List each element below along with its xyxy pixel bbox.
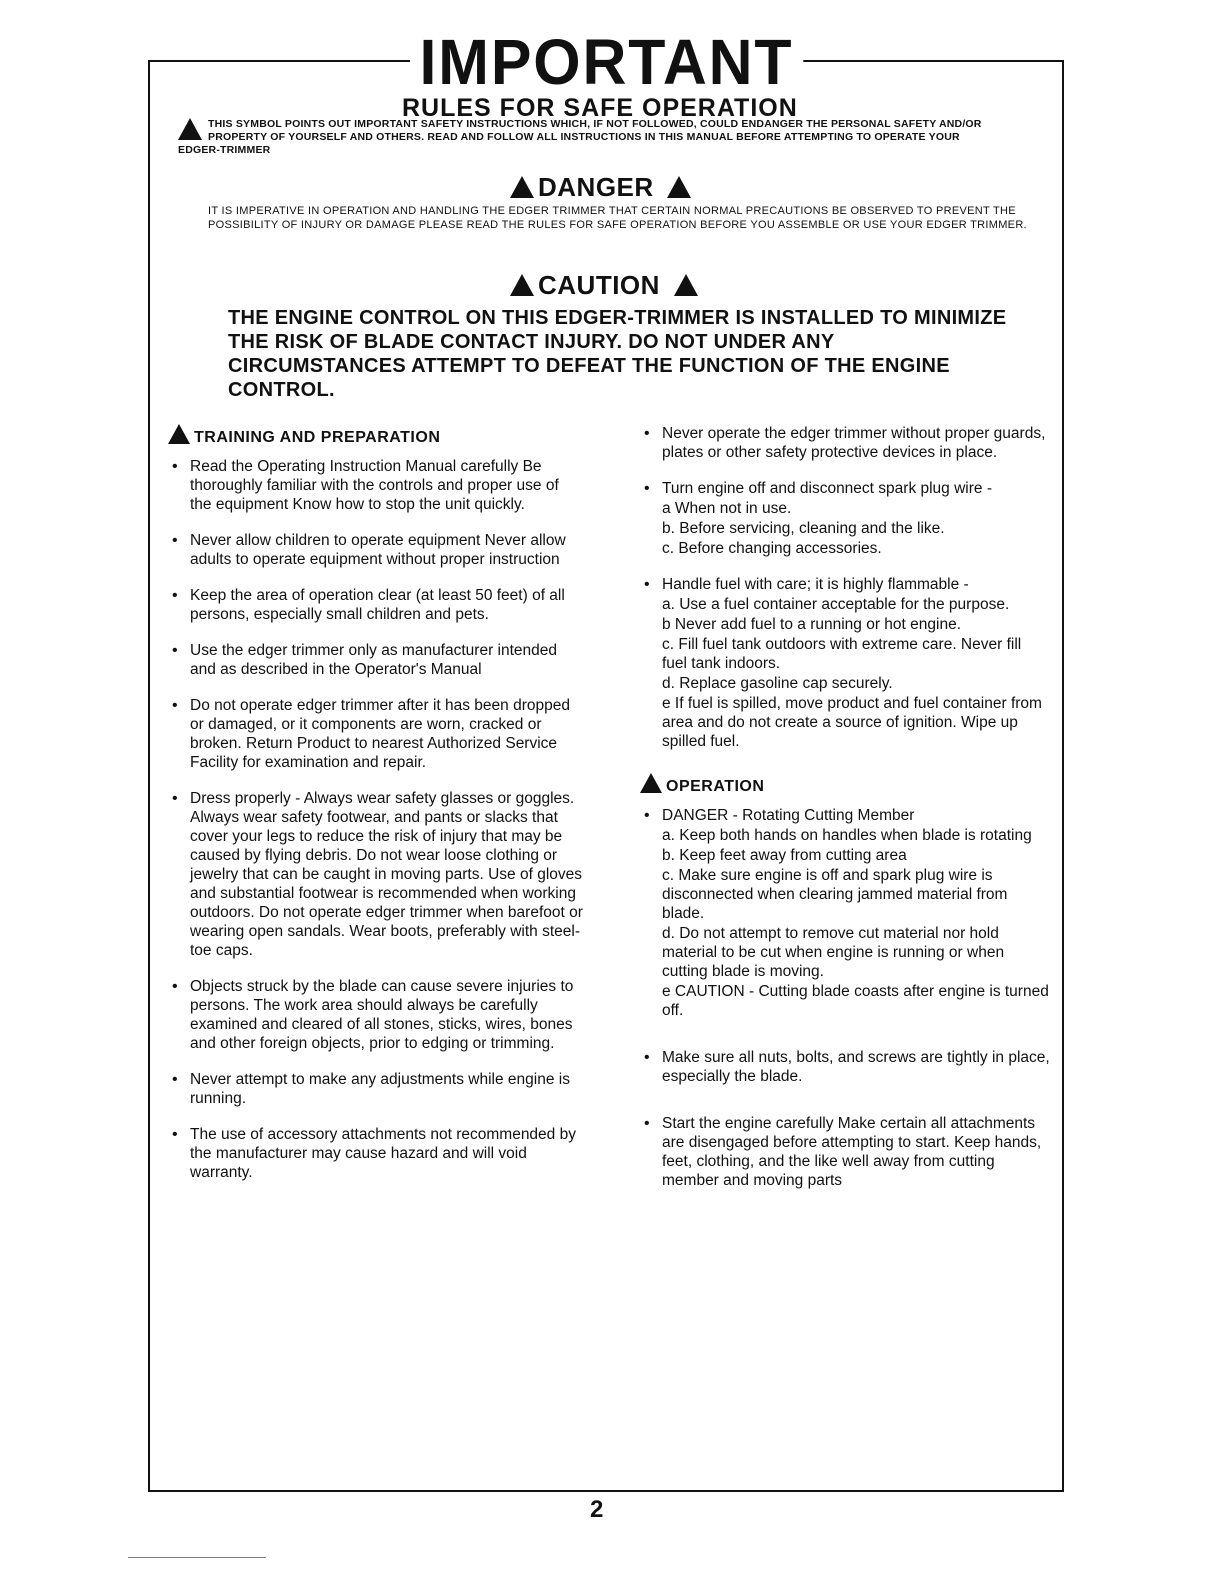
- disconnect-intro: Turn engine off and disconnect spark plug wire -: [662, 480, 992, 497]
- disconnect-a: a When not in use.: [662, 500, 792, 517]
- warning-triangle-icon: [510, 176, 534, 198]
- list-item: • Dress properly - Always wear safety glasses or goggles. Always wear safety footwear, and pants or slacks that cover your legs to reduce the risk of injury that may be caused by flying debris. Do not wear loose clothing or jewelry that can be caught in moving parts. Use of gloves and substantial footwear is recommended when working outdoors. Do not operate edger trimmer when barefoot or wearing open sandals. Wear boots, preferably with steel-toe caps.: [168, 789, 583, 960]
- danger-text: IT IS IMPERATIVE IN OPERATION AND HANDLING THE EDGER TRIMMER THAT CERTAIN NORMAL PRECAUTIONS BE OBSERVED TO PREVENT THE POSSIBILITY OF INJURY OR DAMAGE PLEASE READ THE RULES FOR SAFE OPERATION BEFORE YOU ASSEMBLE OR USE YOUR EDGER TRIMMER.: [208, 205, 1027, 231]
- fuel-b: b Never add fuel to a running or hot engine.: [662, 616, 962, 633]
- list-item: • Never operate the edger trimmer without proper guards, plates or other safety protective devices in place.: [640, 424, 1050, 462]
- list-item: [640, 575, 1050, 751]
- list-item: • Never attempt to make any adjustments while engine is running.: [168, 1070, 583, 1108]
- list-item: • Make sure all nuts, bolts, and screws are tightly in place, especially the blade.: [640, 1048, 1050, 1086]
- operation-danger-intro: DANGER - Rotating Cutting Member: [662, 807, 915, 824]
- left-column: [168, 424, 583, 1199]
- fuel-a: a. Use a fuel container acceptable for the purpose.: [662, 596, 1010, 613]
- warning-triangle-icon: [168, 424, 190, 444]
- fuel-c: c. Fill fuel tank outdoors with extreme care. Never fill fuel tank indoors.: [662, 636, 1022, 672]
- list-item: • Start the engine carefully Make certain all attachments are disengaged before attempting to start. Keep hands, feet, clothing, and the like well away from cutting member and moving parts: [640, 1114, 1050, 1190]
- safety-symbol-note: [178, 118, 998, 157]
- training-heading: [168, 424, 583, 447]
- disconnect-c: c. Before changing accessories.: [662, 540, 882, 557]
- warning-triangle-icon: [178, 118, 202, 140]
- training-heading-text: TRAINING AND PREPARATION: [194, 429, 441, 446]
- list-item: • Use the edger trimmer only as manufacturer intended and as described in the Operator's Manual: [168, 641, 583, 679]
- right-column: [640, 424, 1050, 1207]
- right-list: [640, 424, 1050, 751]
- operation-danger-d: d. Do not attempt to remove cut material nor hold material to be cut when engine is running or when cutting blade is moving.: [662, 925, 1005, 980]
- fuel-intro: Handle fuel with care; it is highly flammable -: [662, 576, 969, 593]
- list-item: [640, 806, 1050, 1020]
- rules-subtitle: RULES FOR SAFE OPERATION: [402, 94, 798, 122]
- list-item: • Never allow children to operate equipment Never allow adults to operate equipment without proper instruction: [168, 531, 583, 569]
- caution-heading-text: CAUTION: [538, 270, 660, 300]
- list-item: • Keep the area of operation clear (at least 50 feet) of all persons, especially small children and pets.: [168, 586, 583, 624]
- operation-list: [640, 806, 1050, 1190]
- caution-heading: [510, 270, 702, 301]
- operation-danger-b: b. Keep feet away from cutting area: [662, 847, 907, 864]
- fuel-e: e If fuel is spilled, move product and fuel container from area and do not create a source of ignition. Wipe up spilled fuel.: [662, 695, 1042, 750]
- warning-triangle-icon: [510, 274, 534, 296]
- list-item: [640, 479, 1050, 558]
- danger-heading: [510, 172, 695, 203]
- list-item: • Do not operate edger trimmer after it has been dropped or damaged, or it components are worn, cracked or broken. Return Product to nearest Authorized Service Facility for examination and repair.: [168, 696, 583, 772]
- operation-heading: [640, 773, 1050, 796]
- fuel-d: d. Replace gasoline cap securely.: [662, 675, 893, 692]
- operation-danger-c: c. Make sure engine is off and spark plug wire is disconnected when clearing jammed material from blade.: [662, 867, 1008, 922]
- operation-danger-e: e CAUTION - Cutting blade coasts after engine is turned off.: [662, 983, 1049, 1019]
- warning-triangle-icon: [674, 274, 698, 296]
- list-item: • Read the Operating Instruction Manual carefully Be thoroughly familiar with the controls and proper use of the equipment Know how to stop the unit quickly.: [168, 457, 583, 514]
- disconnect-b: b. Before servicing, cleaning and the like.: [662, 520, 945, 537]
- page-title: IMPORTANT: [410, 30, 803, 94]
- operation-heading-text: OPERATION: [666, 778, 765, 795]
- danger-heading-text: DANGER: [538, 172, 654, 202]
- page-number: 2: [590, 1496, 604, 1523]
- title-area: [148, 26, 1066, 98]
- list-item: • The use of accessory attachments not recommended by the manufacturer may cause hazard and will void warranty.: [168, 1125, 583, 1182]
- warning-triangle-icon: [640, 773, 662, 793]
- warning-triangle-icon: [667, 176, 691, 198]
- training-list: [168, 457, 583, 1182]
- operation-danger-a: a. Keep both hands on handles when blade is rotating: [662, 827, 1032, 844]
- symbol-note-text: THIS SYMBOL POINTS OUT IMPORTANT SAFETY INSTRUCTIONS WHICH, IF NOT FOLLOWED, COULD ENDANGER THE PERSONAL SAFETY AND/OR PROPERTY OF YOURSELF AND OTHERS. READ AND FOLLOW ALL INSTRUCTIONS IN THIS MANUAL BEFORE ATTEMPTING TO OPERATE YOUR EDGER-TRIMMER: [178, 118, 982, 156]
- list-item: • Objects struck by the blade can cause severe injuries to persons. The work area should always be carefully examined and cleared of all stones, sticks, wires, bones and other foreign objects, prior to edging or trimming.: [168, 977, 583, 1053]
- footer-divider: [128, 1557, 266, 1558]
- caution-text: THE ENGINE CONTROL ON THIS EDGER-TRIMMER IS INSTALLED TO MINIMIZE THE RISK OF BLADE CONTACT INJURY. DO NOT UNDER ANY CIRCUMSTANCES ATTEMPT TO DEFEAT THE FUNCTION OF THE ENGINE CONTROL.: [228, 307, 1007, 401]
